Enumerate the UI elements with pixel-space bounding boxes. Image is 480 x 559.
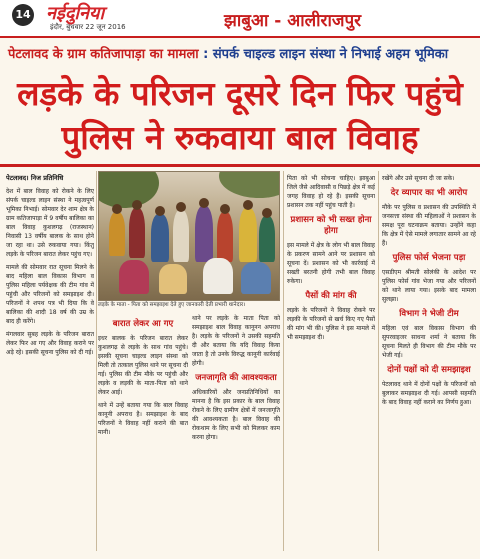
col2-paragraph: थाने में उन्हें बताया गया कि बाल विवाह कानूनी अपराध है। समझाइश के बाद परिजनों ने विवाह नहीं कराने की बात मानी। xyxy=(98,402,188,436)
headline xyxy=(0,72,480,160)
column-divider xyxy=(283,171,284,551)
subhead: पुलिस फोर्स भेजना पड़ा xyxy=(392,253,466,263)
kicker-place: पेटलावद के ग्राम कतिजापाड़ा का मामला xyxy=(8,47,199,62)
news-photo xyxy=(98,171,280,301)
col4-paragraph: लड़के के परिजनों ने विवाह रोकने पर लड़की के परिजनों से खर्च किए गए पैसों की मांग भी की। पुलिस ने इस मामले में भी समझाइश दी। xyxy=(287,307,375,341)
subhead: पैसों की मांग की xyxy=(305,291,357,301)
headline-rule xyxy=(0,164,480,167)
col1-paragraph: देश में बाल विवाह को रोकने के लिए संपर्क चाइल्ड लाइन संस्था ने महत्वपूर्ण भूमिका निभाई। सोमवार देर शाम क्षेत्र के ग्राम कतिजापाड़ा में 9 वर्षीय बालिका का बाल विवाह कुशलगढ़ (राजस्थान) निवासी 13 वर्षीय बालक के साथ होने जा रहा था। उसे रुकवाया गया। किंतु लड़के के परिजन बारात लेकर पहुंच गए। xyxy=(6,188,94,258)
col5-paragraph: महिला एवं बाल विकास विभाग की सुपरवाइजर साधना शर्मा ने बताया कि सूचना मिलते ही विभाग की टीम मौके पर भेजी गई। xyxy=(382,325,476,359)
kicker xyxy=(0,44,480,62)
col3-paragraph: अधिकारियों और जनप्रतिनिधियों का मानना है कि इस प्रकार के बाल विवाह रोकने के लिए ग्रामीण क्षेत्रों में जनजागृति की आवश्यकता है। बाल विवाह की रोकथाम के लिए सभी को मिलकर काम करना होगा। xyxy=(192,389,280,441)
dateline: इंदौर, बुधवार 22 जून 2016 xyxy=(50,23,126,31)
article-column-4 xyxy=(287,174,375,554)
article-column-2 xyxy=(98,314,188,554)
article-column-5 xyxy=(382,174,476,554)
subhead: जनजागृति की आवश्यकता xyxy=(195,373,277,383)
col5-paragraph: रखेंगे और उसे सूचना दी जा सके। xyxy=(382,175,455,182)
newspaper-brand: नईदुनिया xyxy=(46,3,105,24)
headline-line-2: पुलिस ने रुकवाया बाल विवाह xyxy=(61,118,419,157)
kicker-rest: : संपर्क चाइल्ड लाइन संस्था ने निभाई अहम भूमिका xyxy=(198,47,449,62)
column-divider xyxy=(96,171,97,551)
subhead: दोनों पक्षों को दी समझाइश xyxy=(387,365,471,375)
col5-paragraph: मौके पर पुलिस व प्रशासन की उपस्थिति में जनसत्ता संस्था की महिलाओं ने प्रशासन के समक्ष पूरा घटनाक्रम बताया। उन्होंने कहा कि क्षेत्र में ऐसे मामले लगातार सामने आ रहे हैं। xyxy=(382,204,476,247)
subhead: प्रशासन को भी सख्त होना होगा xyxy=(290,215,372,236)
col4-paragraph: इस मामले में क्षेत्र के लोग भी बाल विवाह के प्रकरण सामने आने पर प्रशासन को सूचना दें। प्रशासन को भी कार्रवाई में सख्ती बरतनी होगी तभी बाल विवाह रुकेगा। xyxy=(287,242,375,285)
col2-paragraph: इधर बालक के परिजन बारात लेकर कुशलगढ़ से लड़के के साथ गांव पहुंचे। इसकी सूचना चाइल्ड लाइन संस्था को मिली तो तत्काल पुलिस थाने पर सूचना दी गई। पुलिस की टीम मौके पर पहुंची और लड़के व लड़की के माता-पिता को थाने लेकर आई। xyxy=(98,335,188,396)
headline-line-1: लड़के के परिजन दूसरे दिन फिर पहुंचे xyxy=(17,74,463,113)
col1-paragraph: मंगलवार सुबह लड़के के परिजन बारात लेकर फिर आ गए और विवाह कराने पर अड़े रहे। इसकी सूचना पुलिस को दी गई। xyxy=(6,331,94,356)
article-column-1 xyxy=(6,174,94,554)
col3-paragraph: थाने पर लड़के के माता पिता को समझाइश बाल विवाह कानूनन अपराध है। लड़के के परिजनों ने उसकी सहमति दी और बताया कि यदि विवाह किया जाता है तो उनके विरुद्ध कानूनी कार्रवाई होगी। xyxy=(192,315,280,367)
subhead: विभाग ने भेजी टीम xyxy=(399,309,459,319)
col5-paragraph: एसडीएम श्रीमती सोलंकी के आदेश पर पुलिस फोर्स गांव भेजा गया और परिजनों को थाने लाया गया। इसके बाद मामला सुलझा। xyxy=(382,269,476,303)
photo-caption: लड़के के माता - पिता को समझाइश देते हुए जानकारी देती प्रभारी थानेदार। xyxy=(98,302,246,308)
col1-paragraph: मामले की सोमवार रात सूचना मिलने के बाद महिला बाल विकास विभाग व पुलिस महिला पर्यवेक्षक की टीम गांव में पहुंची और परिजनों को समझाइश दी। परिजनों ने शपथ पत्र भी दिया कि वे बालिका की शादी 18 वर्ष की उम्र के बाद ही करेंगे। xyxy=(6,264,94,325)
subhead: देर व्यापार का भी आरोप xyxy=(390,188,468,198)
article-column-3 xyxy=(192,314,280,554)
column-divider xyxy=(378,171,379,551)
col5-paragraph: पेटलावद थाने में दोनों पक्षों के परिजनों को बुलाकर समझाइश दी गई। आपसी सहमति के बाद विवाह नहीं कराने का निर्णय हुआ। xyxy=(382,381,476,406)
subhead: बारात लेकर आ गए xyxy=(112,319,174,329)
section-title: झाबुआ - आलीराजपुर xyxy=(224,11,362,31)
page-number-badge: 14 xyxy=(12,4,34,26)
masthead xyxy=(0,0,480,38)
byline: पेटलावद। निज प्रतिनिधि xyxy=(6,174,64,182)
col4-paragraph: पिता को भी सोचना चाहिए। झाबुआ जिले जैसे आदिवासी व पिछड़े क्षेत्र में कई जगह विवाह हो रहे हैं। इसकी सूचना प्रशासन तक नहीं पहुंच पाती है। xyxy=(287,175,375,209)
